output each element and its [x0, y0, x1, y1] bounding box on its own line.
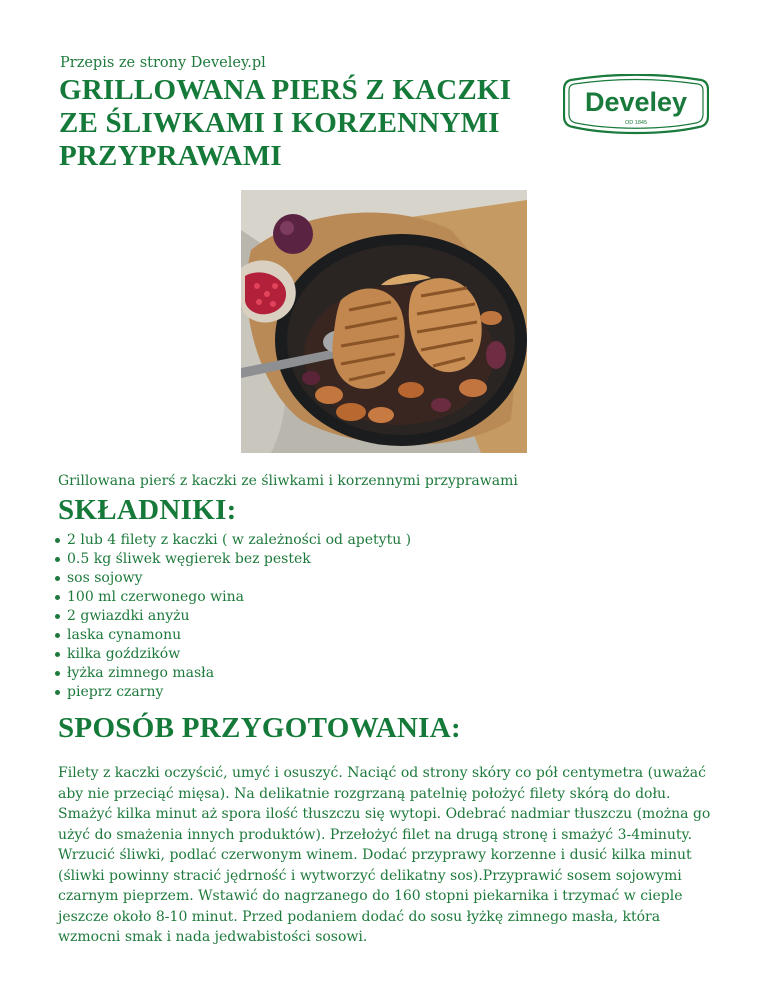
list-item	[50, 626, 411, 645]
ingredient-text: 100 ml czerwonego wina	[67, 589, 244, 605]
bullet-icon	[55, 652, 60, 657]
ingredient-text: pieprz czarny	[67, 684, 164, 700]
develey-logo	[563, 74, 709, 136]
source-line: Przepis ze strony Develey.pl	[60, 55, 266, 71]
ingredient-text: 0.5 kg śliwek węgierek bez pestek	[67, 551, 311, 567]
list-item	[50, 607, 411, 626]
dish-photo	[241, 190, 527, 453]
bullet-icon	[55, 614, 60, 619]
bullet-icon	[55, 633, 60, 638]
list-item	[50, 664, 411, 683]
method-text: Filety z kaczki oczyścić, umyć i osuszyć. Naciąć od strony skóry co pół centymetra (uważać aby nie przeciąć mięsa). Na delikatnie rozgrzaną patelnię położyć filety skórą do dołu. Smażyć kilka minut aż spora ilość tłuszczu się wytopi. Odebrać nadmiar tłuszczu (można go użyć do smażenia innych produktów). Przełożyć filet na drugą stronę i smażyć 3-4minuty. Wrzucić śliwki, podlać czerwonym winem. Dodać przyprawy korzenne i dusić kilka minut (śliwki powinny stracić jędrność i wytworzyć delikatny sos).Przyprawić sosem sojowymi czarnym pieprzem. Wstawić do nagrzanego do 160 stopni piekarnika i trzymać w cieple jeszcze około 8-10 minut. Przed podaniem dodać do sosu łyżkę zimnego masła, która wzmocni smak i nada jedwabistości sosowi.	[58, 765, 711, 945]
recipe-title: GRILLOWANA PIERŚ Z KACZKI ZE ŚLIWKAMI I KORZENNYMI PRZYPRAWAMI	[59, 74, 512, 172]
ingredient-text: sos sojowy	[67, 570, 143, 586]
bullet-icon	[55, 576, 60, 581]
bullet-icon	[55, 538, 60, 543]
ingredients-heading: SKŁADNIKI:	[58, 494, 237, 526]
ingredients-list	[50, 531, 411, 702]
ingredient-text: 2 lub 4 filety z kaczki ( w zależności od apetytu )	[67, 532, 412, 548]
bullet-icon	[55, 595, 60, 600]
photo-caption: Grillowana pierś z kaczki ze śliwkami i korzennymi przyprawami	[58, 473, 518, 489]
ingredient-text: laska cynamonu	[67, 627, 182, 643]
bullet-icon	[55, 690, 60, 695]
bullet-icon	[55, 671, 60, 676]
ingredient-text: kilka goździków	[67, 646, 181, 662]
list-item	[50, 588, 411, 607]
bullet-icon	[55, 557, 60, 562]
list-item	[50, 531, 411, 550]
list-item	[50, 550, 411, 569]
ingredient-text: łyżka zimnego masła	[67, 665, 215, 681]
logo-wordmark: Develey	[584, 87, 688, 117]
ingredient-text: 2 gwiazdki anyżu	[67, 608, 190, 624]
plum	[273, 214, 313, 254]
method-heading: SPOSÓB PRZYGOTOWANIA:	[58, 712, 461, 744]
list-item	[50, 569, 411, 588]
list-item	[50, 683, 411, 702]
logo-tagline: OD 1845	[624, 120, 648, 126]
list-item	[50, 645, 411, 664]
